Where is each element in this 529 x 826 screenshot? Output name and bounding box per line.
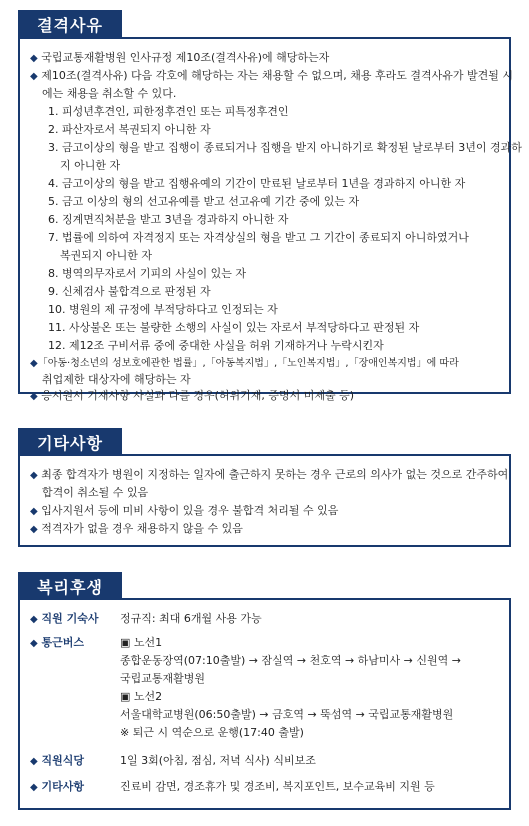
diamond-bullet-icon: ◆ <box>30 470 38 481</box>
list-item: ◆ 응시원서 기재사항 사실과 다를 경우(허위기재, 증명서 미제출 등) <box>30 389 355 402</box>
list-item: 10. 병원의 제 규정에 부적당하다고 인정되는 자 <box>48 303 278 316</box>
section-title-disqualification: 결격사유 <box>18 10 122 38</box>
welfare-label-dormitory: ◆ 직원 기숙사 <box>30 612 99 625</box>
welfare-label-cafeteria: ◆ 직원식당 <box>30 754 85 767</box>
welfare-label-other: ◆ 기타사항 <box>30 780 85 793</box>
diamond-bullet-icon: ◆ <box>30 524 38 535</box>
list-item: ◆ 최종 합격자가 병원이 지정하는 일자에 출근하지 못하는 경우 근로의 의사가 없는 것으로 간주하여 <box>30 468 509 481</box>
list-item: ◆ 적격자가 없을 경우 채용하지 않을 수 있음 <box>30 522 243 535</box>
diamond-bullet-icon: ◆ <box>30 358 38 369</box>
welfare-value: 정규직: 최대 6개월 사용 가능 <box>120 612 262 625</box>
welfare-value: ▣ 노선2 <box>120 690 163 703</box>
welfare-value: 종합운동장역(07:10출발) → 잠실역 → 천호역 → 하남미사 → 신원역 → <box>120 654 461 667</box>
list-item: 7. 법률에 의하여 자격정지 또는 자격상실의 형을 받고 그 기간이 종료되지 아니하였거나 <box>48 231 469 244</box>
list-item: 에는 채용을 취소할 수 있다. <box>42 87 177 100</box>
list-item: ◆「아동·청소년의 성보호에관한 법률」,「아동복지법」,「노인복지법」,「장애인복지법」에 따라 <box>30 358 459 369</box>
list-item: 1. 피성년후견인, 피한정후견인 또는 피특정후견인 <box>48 105 289 118</box>
other-box <box>18 454 511 547</box>
list-item: 12. 제12조 구비서류 중에 중대한 사실을 허위 기재하거나 누락시킨자 <box>48 339 384 352</box>
welfare-value: 서울대학교병원(06:50출발) → 금호역 → 뚝섬역 → 국립교통재활병원 <box>120 708 454 721</box>
diamond-bullet-icon: ◆ <box>30 782 38 793</box>
welfare-value: 진료비 감면, 경조휴가 및 경조비, 복지포인트, 보수교육비 지원 등 <box>120 780 435 793</box>
list-item: ◆ 입사지원서 등에 미비 사항이 있을 경우 불합격 처리될 수 있음 <box>30 504 339 517</box>
disqualification-box <box>18 37 522 402</box>
list-item: ◆ 제10조(결격사유) 다음 각호에 해당하는 자는 채용할 수 없으며, 채용 후라도 결격사유가 발견될 시 <box>30 69 514 82</box>
diamond-bullet-icon: ◆ <box>30 71 38 82</box>
list-item: 4. 금고이상의 형을 받고 집행유예의 기간이 만료된 날로부터 1년을 경과하지 아니한 자 <box>48 177 466 190</box>
welfare-box <box>18 598 511 810</box>
diamond-bullet-icon: ◆ <box>30 391 38 402</box>
list-item: 지 아니한 자 <box>60 159 121 172</box>
welfare-value: ※ 퇴근 시 역순으로 운행(17:40 출발) <box>120 726 304 739</box>
list-item: 합격이 취소될 수 있음 <box>42 486 149 499</box>
diamond-bullet-icon: ◆ <box>30 53 38 64</box>
list-item: 8. 병역의무자로서 기피의 사실이 있는 자 <box>48 267 246 280</box>
list-item: 5. 금고 이상의 형의 선고유예를 받고 선고유예 기간 중에 있는 자 <box>48 195 360 208</box>
welfare-label-bus: ◆ 통근버스 <box>30 636 85 649</box>
diamond-bullet-icon: ◆ <box>30 756 38 767</box>
list-item: ◆ 국립교통재활병원 인사규정 제10조(결격사유)에 해당하는자 <box>30 51 330 64</box>
welfare-value: 1일 3회(아침, 점심, 저녁 식사) 식비보조 <box>120 754 316 767</box>
section-title-welfare: 복리후생 <box>18 572 122 600</box>
list-item: 취업제한 대상자에 해당하는 자 <box>42 373 191 386</box>
list-item: 3. 금고이상의 형을 받고 집행이 종료되거나 집행을 받지 아니하기로 확정된 날로부터 3년이 경과하 <box>48 141 522 154</box>
list-item: 9. 신체검사 불합격으로 판정된 자 <box>48 285 211 298</box>
welfare-value: 국립교통재활병원 <box>120 672 206 685</box>
diamond-bullet-icon: ◆ <box>30 614 38 625</box>
section-title-other: 기타사항 <box>18 428 122 456</box>
list-item: 복권되지 아니한 자 <box>60 249 153 262</box>
diamond-bullet-icon: ◆ <box>30 506 38 517</box>
welfare-value: ▣ 노선1 <box>120 636 163 649</box>
list-item: 2. 파산자로서 복권되지 아니한 자 <box>48 123 211 136</box>
list-item: 6. 징계면직처분을 받고 3년을 경과하지 아니한 자 <box>48 213 289 226</box>
list-item: 11. 사상불온 또는 불량한 소행의 사실이 있는 자로서 부적당하다고 판정된 자 <box>48 321 420 334</box>
diamond-bullet-icon: ◆ <box>30 638 38 649</box>
